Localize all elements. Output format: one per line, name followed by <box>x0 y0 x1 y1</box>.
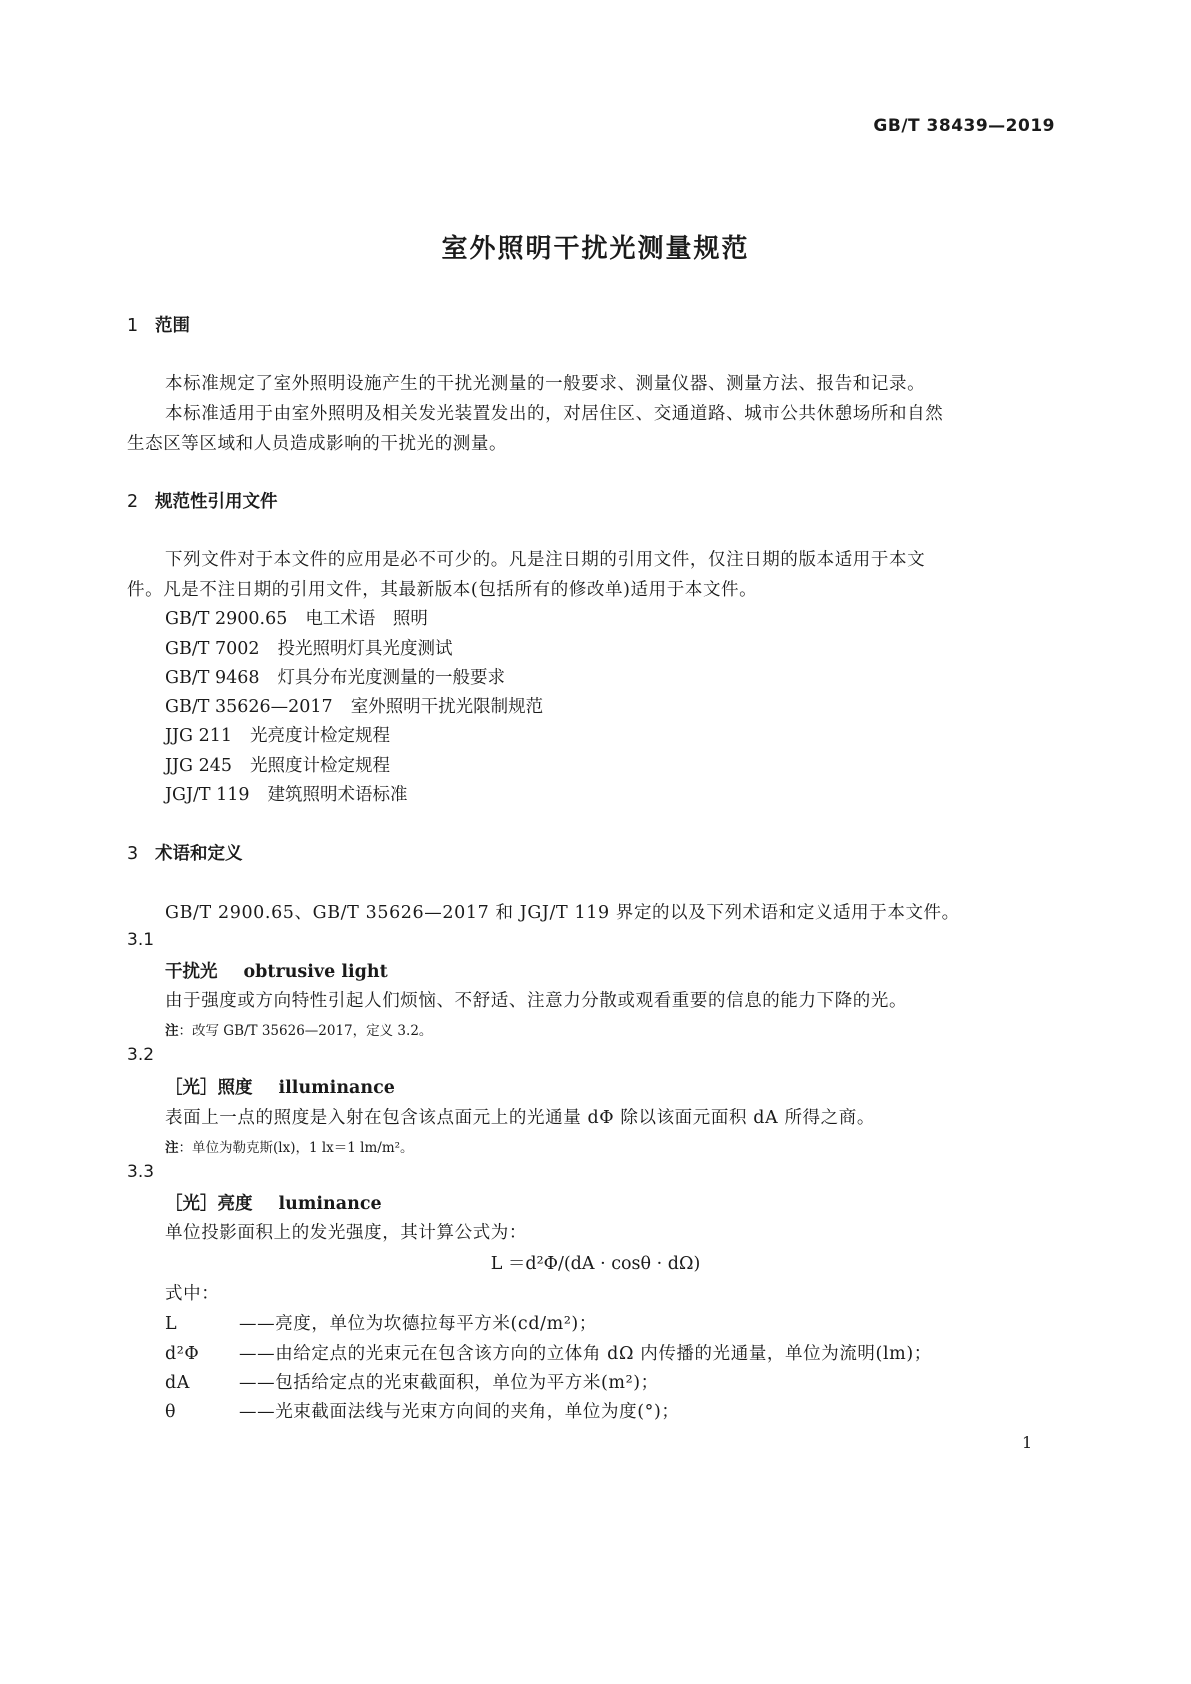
note-text: ：改写 GB/T 35626—2017，定义 3.2。 <box>178 1023 433 1039</box>
term-note <box>165 1136 414 1156</box>
term-heading <box>165 1190 382 1215</box>
section-3-heading <box>127 840 243 865</box>
term-english: obtrusive light <box>243 962 388 982</box>
paragraph: GB/T 2900.65、GB/T 35626—2017 和 JGJ/T 119 界定的以及下列术语和定义适用于本文件。 <box>165 903 960 923</box>
variable-symbol: θ <box>165 1402 177 1422</box>
paragraph: 本标准规定了室外照明设施产生的干扰光测量的一般要求、测量仪器、测量方法、报告和记录。 <box>165 374 926 394</box>
reference-code: GB/T 35626—2017 <box>165 697 333 717</box>
section-number: 2 <box>127 492 139 512</box>
reference-item <box>165 752 390 777</box>
reference-item <box>165 693 543 718</box>
term-definition: 单位投影面积上的发光强度，其计算公式为： <box>165 1223 527 1243</box>
variable-symbol: L <box>165 1314 178 1334</box>
reference-item <box>165 605 428 630</box>
section-title: 范围 <box>155 316 190 336</box>
term-definition: 表面上一点的照度是入射在包含该点面元上的光通量 dΦ 除以该面元面积 dA 所得之商。 <box>165 1108 875 1128</box>
reference-item <box>165 635 453 660</box>
paragraph: 下列文件对于本文件的应用是必不可少的。凡是注日期的引用文件，仅注日期的版本适用于本文 <box>165 550 926 570</box>
variable-description: ——光束截面法线与光束方向间的夹角，单位为度(°)； <box>239 1402 680 1422</box>
section-number: 1 <box>127 316 139 336</box>
reference-item <box>165 722 390 747</box>
reference-code: JJG 211 <box>165 726 232 746</box>
section-2-heading <box>127 488 278 513</box>
variable-description: ——包括给定点的光束截面积，单位为平方米(m²)； <box>239 1373 659 1393</box>
luminance-formula: L ＝d²Φ/(dA · cosθ · dΩ) <box>490 1254 701 1274</box>
term-number: 3.3 <box>127 1162 155 1182</box>
variable-definition <box>165 1310 597 1335</box>
standard-number: GB/T 38439—2019 <box>873 116 1055 136</box>
variable-symbol: dA <box>165 1373 191 1393</box>
reference-code: GB/T 2900.65 <box>165 609 288 629</box>
reference-name: 光照度计检定规程 <box>249 756 390 776</box>
term-note <box>165 1019 432 1039</box>
term-english: luminance <box>278 1194 382 1214</box>
variable-definition <box>165 1369 659 1394</box>
term-definition: 由于强度或方向特性引起人们烦恼、不舒适、注意力分散或观看重要的信息的能力下降的光。 <box>165 991 908 1011</box>
section-title: 规范性引用文件 <box>155 492 278 512</box>
reference-name: 电工术语 照明 <box>305 609 428 629</box>
reference-name: 建筑照明术语标准 <box>267 785 408 805</box>
variable-symbol: d²Φ <box>165 1344 200 1364</box>
term-chinese: 干扰光 <box>165 962 218 982</box>
term-heading <box>165 958 388 983</box>
term-number: 3.2 <box>127 1045 155 1065</box>
note-label: 注 <box>165 1023 179 1039</box>
reference-item <box>165 664 505 689</box>
section-title: 术语和定义 <box>155 844 243 864</box>
reference-name: 室外照明干扰光限制规范 <box>350 697 544 717</box>
reference-name: 灯具分布光度测量的一般要求 <box>277 668 506 688</box>
section-number: 3 <box>127 844 139 864</box>
term-heading <box>165 1074 395 1099</box>
note-text: ：单位为勒克斯(lx)，1 lx＝1 lm/m²。 <box>178 1140 414 1156</box>
reference-name: 投光照明灯具光度测试 <box>277 639 453 659</box>
note-label: 注 <box>165 1140 179 1156</box>
variable-description: ——由给定点的光束元在包含该方向的立体角 dΩ 内传播的光通量，单位为流明(lm)； <box>239 1344 932 1364</box>
variable-definition <box>165 1340 932 1365</box>
term-chinese: ［光］亮度 <box>165 1194 253 1214</box>
reference-name: 光亮度计检定规程 <box>249 726 390 746</box>
variable-definition <box>165 1398 680 1423</box>
reference-code: GB/T 7002 <box>165 639 260 659</box>
document-title: 室外照明干扰光测量规范 <box>441 234 750 264</box>
paragraph-continuation: 生态区等区域和人员造成影响的干扰光的测量。 <box>127 434 508 454</box>
term-english: illuminance <box>278 1078 395 1098</box>
paragraph: 本标准适用于由室外照明及相关发光装置发出的，对居住区、交通道路、城市公共休憩场所和自然 <box>165 404 944 424</box>
term-chinese: ［光］照度 <box>165 1078 253 1098</box>
reference-code: GB/T 9468 <box>165 668 260 688</box>
paragraph-continuation: 件。凡是不注日期的引用文件，其最新版本(包括所有的修改单)适用于本文件。 <box>127 580 758 600</box>
variable-description: ——亮度，单位为坎德拉每平方米(cd/m²)； <box>239 1314 597 1334</box>
reference-item <box>165 781 408 806</box>
section-1-heading <box>127 312 190 337</box>
term-number: 3.1 <box>127 930 155 950</box>
reference-code: JGJ/T 119 <box>165 785 250 805</box>
page-number: 1 <box>1022 1433 1033 1452</box>
reference-code: JJG 245 <box>165 756 232 776</box>
where-label: 式中： <box>165 1284 220 1304</box>
